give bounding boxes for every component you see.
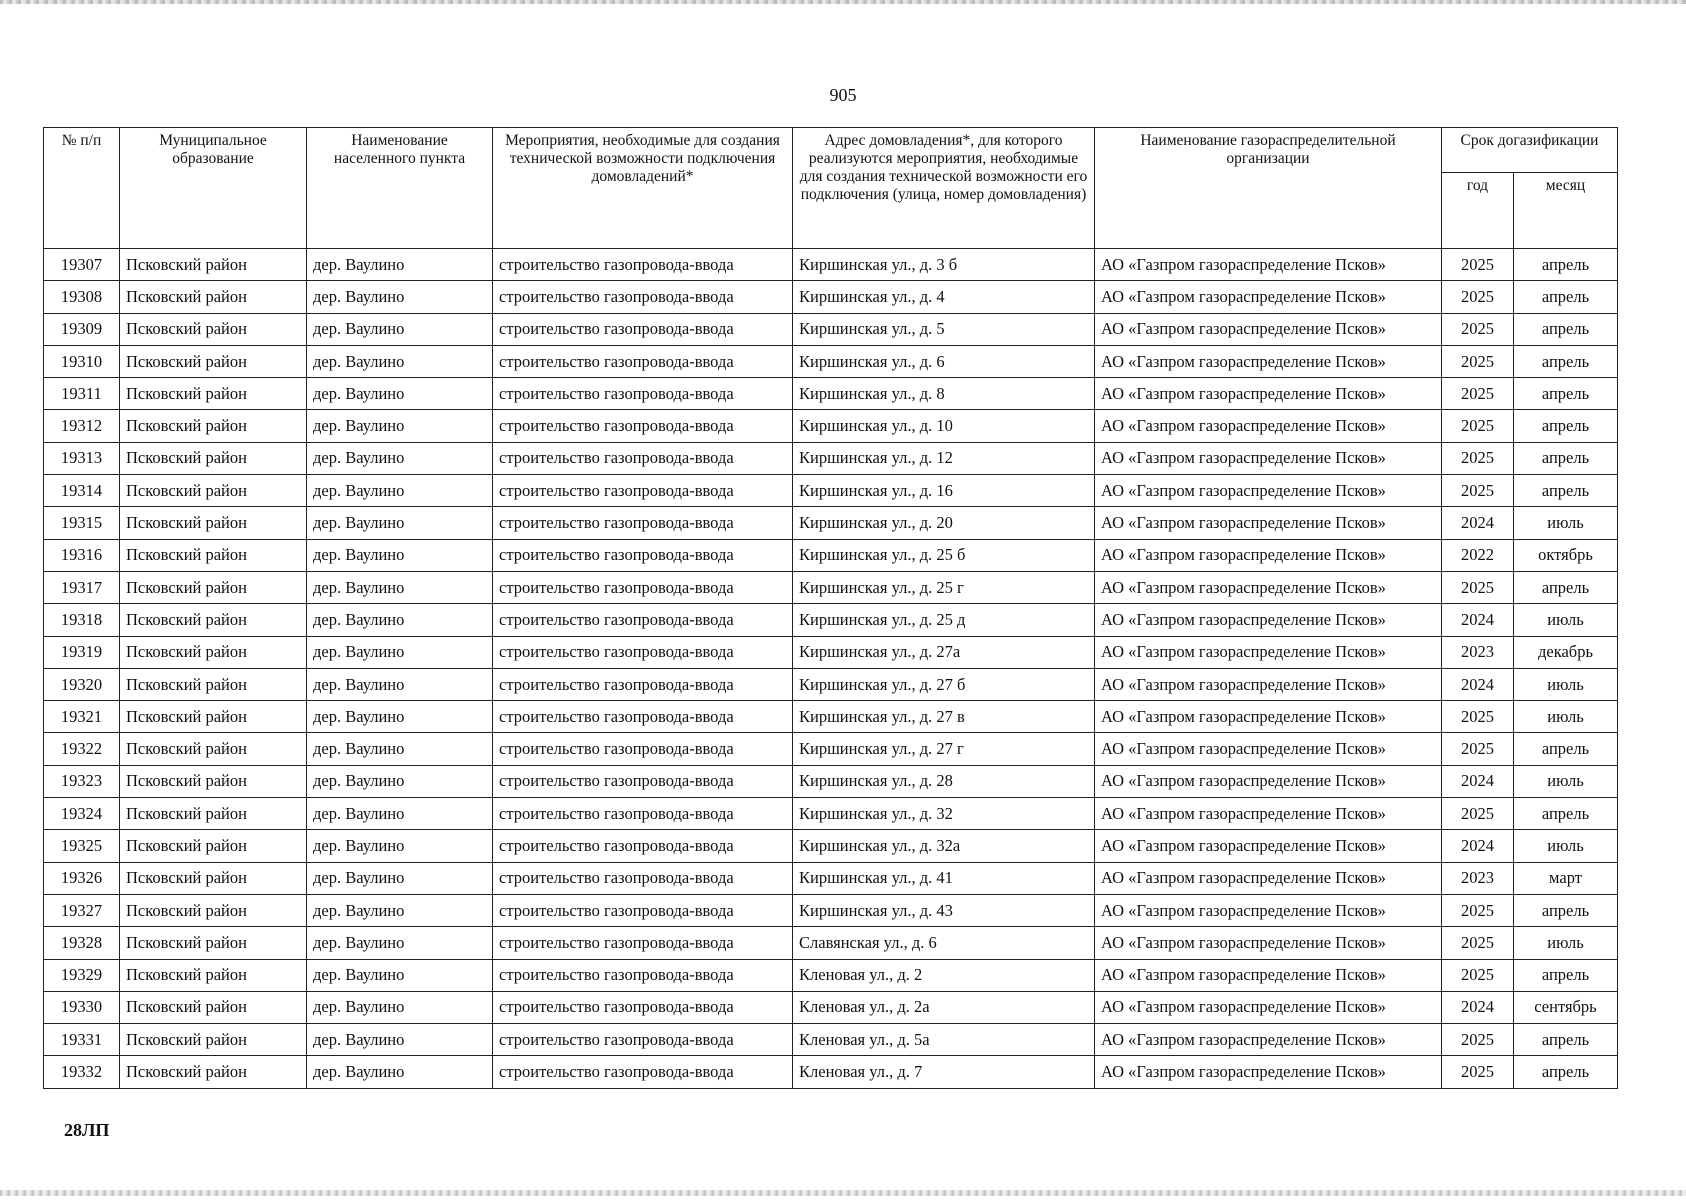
cell-settlement: дер. Ваулино — [307, 1056, 493, 1088]
header-settlement: Наименование населенного пункта — [307, 128, 493, 249]
cell-month: апрель — [1514, 378, 1618, 410]
cell-work: строительство газопровода-ввода — [493, 1024, 793, 1056]
cell-work: строительство газопровода-ввода — [493, 959, 793, 991]
cell-year: 2025 — [1442, 701, 1514, 733]
cell-district: Псковский район — [120, 701, 307, 733]
cell-address: Киршинская ул., д. 3 б — [793, 249, 1095, 281]
table-row — [44, 410, 1618, 442]
header-num: № п/п — [44, 128, 120, 249]
table-row — [44, 378, 1618, 410]
cell-num: 19316 — [44, 539, 120, 571]
cell-work: строительство газопровода-ввода — [493, 733, 793, 765]
cell-month: июль — [1514, 765, 1618, 797]
cell-org: АО «Газпром газораспределение Псков» — [1095, 765, 1442, 797]
cell-work: строительство газопровода-ввода — [493, 862, 793, 894]
cell-org: АО «Газпром газораспределение Псков» — [1095, 249, 1442, 281]
cell-address: Киршинская ул., д. 8 — [793, 378, 1095, 410]
cell-work: строительство газопровода-ввода — [493, 701, 793, 733]
cell-year: 2025 — [1442, 249, 1514, 281]
cell-work: строительство газопровода-ввода — [493, 313, 793, 345]
cell-district: Псковский район — [120, 636, 307, 668]
cell-org: АО «Газпром газораспределение Псков» — [1095, 410, 1442, 442]
cell-month: апрель — [1514, 442, 1618, 474]
cell-org: АО «Газпром газораспределение Псков» — [1095, 959, 1442, 991]
cell-num: 19330 — [44, 991, 120, 1023]
cell-month: июль — [1514, 927, 1618, 959]
table-row — [44, 668, 1618, 700]
cell-year: 2025 — [1442, 927, 1514, 959]
cell-month: июль — [1514, 668, 1618, 700]
cell-district: Псковский район — [120, 410, 307, 442]
cell-district: Псковский район — [120, 959, 307, 991]
cell-address: Киршинская ул., д. 16 — [793, 475, 1095, 507]
cell-year: 2025 — [1442, 378, 1514, 410]
header-org: Наименование газораспределительной организации — [1095, 128, 1442, 249]
cell-month: декабрь — [1514, 636, 1618, 668]
header-district: Муниципальное образование — [120, 128, 307, 249]
cell-month: июль — [1514, 701, 1618, 733]
cell-month: апрель — [1514, 959, 1618, 991]
cell-month: апрель — [1514, 475, 1618, 507]
cell-num: 19327 — [44, 894, 120, 926]
cell-work: строительство газопровода-ввода — [493, 765, 793, 797]
gasification-table — [43, 127, 1618, 1089]
cell-district: Псковский район — [120, 345, 307, 377]
table-row — [44, 313, 1618, 345]
cell-settlement: дер. Ваулино — [307, 894, 493, 926]
cell-work: строительство газопровода-ввода — [493, 927, 793, 959]
table-row — [44, 539, 1618, 571]
cell-district: Псковский район — [120, 927, 307, 959]
scan-edge-top — [0, 0, 1686, 4]
cell-address: Киршинская ул., д. 25 г — [793, 571, 1095, 603]
cell-org: АО «Газпром газораспределение Псков» — [1095, 830, 1442, 862]
cell-org: АО «Газпром газораспределение Псков» — [1095, 507, 1442, 539]
cell-org: АО «Газпром газораспределение Псков» — [1095, 668, 1442, 700]
cell-settlement: дер. Ваулино — [307, 281, 493, 313]
footer-mark: 28ЛП — [64, 1120, 110, 1140]
header-month: месяц — [1514, 173, 1618, 249]
page-number: 905 — [829, 85, 857, 105]
cell-address: Киршинская ул., д. 27 б — [793, 668, 1095, 700]
table-row — [44, 959, 1618, 991]
cell-year: 2024 — [1442, 991, 1514, 1023]
cell-address: Киршинская ул., д. 10 — [793, 410, 1095, 442]
table-row — [44, 636, 1618, 668]
cell-settlement: дер. Ваулино — [307, 507, 493, 539]
cell-address: Киршинская ул., д. 28 — [793, 765, 1095, 797]
cell-year: 2025 — [1442, 571, 1514, 603]
cell-org: АО «Газпром газораспределение Псков» — [1095, 442, 1442, 474]
cell-address: Киршинская ул., д. 27а — [793, 636, 1095, 668]
cell-org: АО «Газпром газораспределение Псков» — [1095, 475, 1442, 507]
cell-year: 2023 — [1442, 862, 1514, 894]
cell-org: АО «Газпром газораспределение Псков» — [1095, 894, 1442, 926]
table-row — [44, 345, 1618, 377]
cell-address: Кленовая ул., д. 7 — [793, 1056, 1095, 1088]
cell-settlement: дер. Ваулино — [307, 345, 493, 377]
table-header — [44, 128, 1618, 249]
cell-settlement: дер. Ваулино — [307, 733, 493, 765]
cell-district: Псковский район — [120, 1024, 307, 1056]
cell-work: строительство газопровода-ввода — [493, 410, 793, 442]
cell-work: строительство газопровода-ввода — [493, 281, 793, 313]
cell-district: Псковский район — [120, 378, 307, 410]
table-row — [44, 991, 1618, 1023]
cell-num: 19324 — [44, 798, 120, 830]
cell-org: АО «Газпром газораспределение Псков» — [1095, 378, 1442, 410]
header-work: Мероприятия, необходимые для создания технической возможности подключения домовладений* — [493, 128, 793, 249]
cell-month: апрель — [1514, 733, 1618, 765]
cell-district: Псковский район — [120, 571, 307, 603]
cell-org: АО «Газпром газораспределение Псков» — [1095, 281, 1442, 313]
cell-month: апрель — [1514, 345, 1618, 377]
cell-year: 2024 — [1442, 765, 1514, 797]
cell-month: октябрь — [1514, 539, 1618, 571]
cell-address: Кленовая ул., д. 5а — [793, 1024, 1095, 1056]
cell-settlement: дер. Ваулино — [307, 539, 493, 571]
cell-org: АО «Газпром газораспределение Псков» — [1095, 991, 1442, 1023]
cell-year: 2025 — [1442, 281, 1514, 313]
table-row — [44, 894, 1618, 926]
table-row — [44, 571, 1618, 603]
cell-org: АО «Газпром газораспределение Псков» — [1095, 345, 1442, 377]
cell-num: 19328 — [44, 927, 120, 959]
cell-settlement: дер. Ваулино — [307, 959, 493, 991]
cell-address: Киршинская ул., д. 41 — [793, 862, 1095, 894]
cell-num: 19323 — [44, 765, 120, 797]
cell-settlement: дер. Ваулино — [307, 798, 493, 830]
cell-work: строительство газопровода-ввода — [493, 636, 793, 668]
cell-work: строительство газопровода-ввода — [493, 798, 793, 830]
cell-org: АО «Газпром газораспределение Псков» — [1095, 733, 1442, 765]
cell-month: апрель — [1514, 798, 1618, 830]
cell-year: 2025 — [1442, 345, 1514, 377]
cell-num: 19329 — [44, 959, 120, 991]
table-row — [44, 862, 1618, 894]
cell-num: 19321 — [44, 701, 120, 733]
cell-num: 19315 — [44, 507, 120, 539]
cell-settlement: дер. Ваулино — [307, 830, 493, 862]
cell-org: АО «Газпром газораспределение Псков» — [1095, 1056, 1442, 1088]
cell-month: апрель — [1514, 1024, 1618, 1056]
cell-district: Псковский район — [120, 1056, 307, 1088]
cell-year: 2023 — [1442, 636, 1514, 668]
cell-month: апрель — [1514, 281, 1618, 313]
cell-settlement: дер. Ваулино — [307, 313, 493, 345]
cell-district: Псковский район — [120, 798, 307, 830]
cell-address: Киршинская ул., д. 43 — [793, 894, 1095, 926]
cell-settlement: дер. Ваулино — [307, 636, 493, 668]
cell-district: Псковский район — [120, 668, 307, 700]
cell-address: Кленовая ул., д. 2а — [793, 991, 1095, 1023]
cell-district: Псковский район — [120, 765, 307, 797]
cell-address: Киршинская ул., д. 32а — [793, 830, 1095, 862]
cell-district: Псковский район — [120, 830, 307, 862]
table-row — [44, 927, 1618, 959]
cell-settlement: дер. Ваулино — [307, 927, 493, 959]
cell-district: Псковский район — [120, 475, 307, 507]
cell-year: 2025 — [1442, 475, 1514, 507]
table-row — [44, 604, 1618, 636]
cell-num: 19322 — [44, 733, 120, 765]
cell-num: 19313 — [44, 442, 120, 474]
cell-org: АО «Газпром газораспределение Псков» — [1095, 798, 1442, 830]
cell-district: Псковский район — [120, 442, 307, 474]
cell-month: апрель — [1514, 1056, 1618, 1088]
cell-settlement: дер. Ваулино — [307, 862, 493, 894]
cell-work: строительство газопровода-ввода — [493, 991, 793, 1023]
cell-district: Псковский район — [120, 313, 307, 345]
cell-address: Киршинская ул., д. 32 — [793, 798, 1095, 830]
cell-month: апрель — [1514, 410, 1618, 442]
cell-org: АО «Газпром газораспределение Псков» — [1095, 862, 1442, 894]
cell-address: Киршинская ул., д. 27 г — [793, 733, 1095, 765]
cell-year: 2024 — [1442, 668, 1514, 700]
cell-year: 2025 — [1442, 959, 1514, 991]
cell-month: июль — [1514, 604, 1618, 636]
cell-work: строительство газопровода-ввода — [493, 475, 793, 507]
cell-org: АО «Газпром газораспределение Псков» — [1095, 927, 1442, 959]
cell-num: 19326 — [44, 862, 120, 894]
cell-org: АО «Газпром газораспределение Псков» — [1095, 571, 1442, 603]
cell-year: 2025 — [1442, 1056, 1514, 1088]
cell-num: 19310 — [44, 345, 120, 377]
cell-district: Псковский район — [120, 894, 307, 926]
cell-settlement: дер. Ваулино — [307, 604, 493, 636]
cell-work: строительство газопровода-ввода — [493, 571, 793, 603]
cell-month: апрель — [1514, 249, 1618, 281]
cell-work: строительство газопровода-ввода — [493, 378, 793, 410]
table-row — [44, 1056, 1618, 1088]
cell-year: 2025 — [1442, 442, 1514, 474]
cell-num: 19312 — [44, 410, 120, 442]
cell-address: Киршинская ул., д. 6 — [793, 345, 1095, 377]
cell-org: АО «Газпром газораспределение Псков» — [1095, 313, 1442, 345]
cell-district: Псковский район — [120, 281, 307, 313]
cell-district: Псковский район — [120, 249, 307, 281]
cell-work: строительство газопровода-ввода — [493, 345, 793, 377]
cell-num: 19318 — [44, 604, 120, 636]
cell-year: 2022 — [1442, 539, 1514, 571]
cell-address: Киршинская ул., д. 25 д — [793, 604, 1095, 636]
cell-num: 19332 — [44, 1056, 120, 1088]
cell-settlement: дер. Ваулино — [307, 701, 493, 733]
cell-year: 2025 — [1442, 1024, 1514, 1056]
cell-work: строительство газопровода-ввода — [493, 507, 793, 539]
cell-district: Псковский район — [120, 604, 307, 636]
cell-org: АО «Газпром газораспределение Псков» — [1095, 539, 1442, 571]
table-row — [44, 475, 1618, 507]
header-address: Адрес домовладения*, для которого реализуются мероприятия, необходимые для создания технической возможности его подключения (улица, номер домовладения) — [793, 128, 1095, 249]
cell-settlement: дер. Ваулино — [307, 410, 493, 442]
table-row — [44, 442, 1618, 474]
cell-settlement: дер. Ваулино — [307, 668, 493, 700]
cell-address: Киршинская ул., д. 4 — [793, 281, 1095, 313]
table-row — [44, 249, 1618, 281]
cell-settlement: дер. Ваулино — [307, 249, 493, 281]
cell-num: 19325 — [44, 830, 120, 862]
cell-org: АО «Газпром газораспределение Псков» — [1095, 1024, 1442, 1056]
cell-district: Псковский район — [120, 991, 307, 1023]
cell-month: июль — [1514, 507, 1618, 539]
cell-year: 2025 — [1442, 733, 1514, 765]
cell-num: 19319 — [44, 636, 120, 668]
cell-month: апрель — [1514, 313, 1618, 345]
cell-month: сентябрь — [1514, 991, 1618, 1023]
cell-settlement: дер. Ваулино — [307, 475, 493, 507]
cell-num: 19314 — [44, 475, 120, 507]
cell-num: 19331 — [44, 1024, 120, 1056]
table-row — [44, 507, 1618, 539]
cell-district: Псковский район — [120, 507, 307, 539]
table-row — [44, 281, 1618, 313]
cell-year: 2024 — [1442, 507, 1514, 539]
cell-year: 2025 — [1442, 798, 1514, 830]
cell-org: АО «Газпром газораспределение Псков» — [1095, 636, 1442, 668]
table-row — [44, 765, 1618, 797]
cell-year: 2025 — [1442, 313, 1514, 345]
cell-month: апрель — [1514, 571, 1618, 603]
cell-work: строительство газопровода-ввода — [493, 1056, 793, 1088]
cell-work: строительство газопровода-ввода — [493, 539, 793, 571]
cell-work: строительство газопровода-ввода — [493, 668, 793, 700]
table-row — [44, 733, 1618, 765]
cell-num: 19311 — [44, 378, 120, 410]
table-body — [44, 249, 1618, 1089]
cell-year: 2025 — [1442, 410, 1514, 442]
cell-year: 2024 — [1442, 830, 1514, 862]
cell-num: 19309 — [44, 313, 120, 345]
cell-address: Киршинская ул., д. 25 б — [793, 539, 1095, 571]
cell-settlement: дер. Ваулино — [307, 991, 493, 1023]
cell-month: апрель — [1514, 894, 1618, 926]
cell-month: март — [1514, 862, 1618, 894]
cell-district: Псковский район — [120, 733, 307, 765]
cell-num: 19317 — [44, 571, 120, 603]
cell-settlement: дер. Ваулино — [307, 442, 493, 474]
cell-address: Киршинская ул., д. 5 — [793, 313, 1095, 345]
cell-num: 19308 — [44, 281, 120, 313]
cell-year: 2024 — [1442, 604, 1514, 636]
cell-work: строительство газопровода-ввода — [493, 249, 793, 281]
cell-address: Киршинская ул., д. 20 — [793, 507, 1095, 539]
cell-address: Славянская ул., д. 6 — [793, 927, 1095, 959]
cell-work: строительство газопровода-ввода — [493, 830, 793, 862]
header-year: год — [1442, 173, 1514, 249]
table-row — [44, 830, 1618, 862]
cell-month: июль — [1514, 830, 1618, 862]
table-row — [44, 701, 1618, 733]
cell-district: Псковский район — [120, 862, 307, 894]
header-deadline: Срок догазификации — [1442, 128, 1618, 173]
cell-address: Киршинская ул., д. 12 — [793, 442, 1095, 474]
table-row — [44, 1024, 1618, 1056]
cell-num: 19320 — [44, 668, 120, 700]
cell-org: АО «Газпром газораспределение Псков» — [1095, 604, 1442, 636]
cell-work: строительство газопровода-ввода — [493, 894, 793, 926]
cell-work: строительство газопровода-ввода — [493, 604, 793, 636]
cell-settlement: дер. Ваулино — [307, 1024, 493, 1056]
cell-org: АО «Газпром газораспределение Псков» — [1095, 701, 1442, 733]
cell-work: строительство газопровода-ввода — [493, 442, 793, 474]
cell-settlement: дер. Ваулино — [307, 378, 493, 410]
cell-settlement: дер. Ваулино — [307, 571, 493, 603]
scan-edge-bottom — [0, 1190, 1686, 1196]
cell-settlement: дер. Ваулино — [307, 765, 493, 797]
cell-district: Псковский район — [120, 539, 307, 571]
cell-year: 2025 — [1442, 894, 1514, 926]
table-row — [44, 798, 1618, 830]
cell-address: Киршинская ул., д. 27 в — [793, 701, 1095, 733]
cell-address: Кленовая ул., д. 2 — [793, 959, 1095, 991]
cell-num: 19307 — [44, 249, 120, 281]
